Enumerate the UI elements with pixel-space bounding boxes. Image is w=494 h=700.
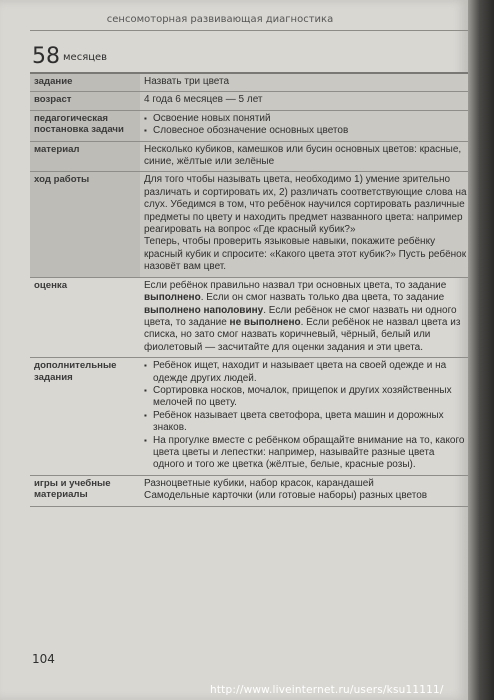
watermark-url: http://www.liveinternet.ru/users/ksu11111/ bbox=[210, 684, 444, 696]
label-games: игры и учебные материалы bbox=[34, 477, 111, 501]
evaluation-text: . Если ребёнок не смог назвать ни одного цвета, то задание bbox=[144, 304, 457, 328]
extra-item: ▪ Ребёнок называет цвета светофора, цвета машин и дорожных знаков. bbox=[144, 410, 467, 435]
row-material bbox=[30, 141, 470, 172]
value-games bbox=[140, 475, 470, 506]
evaluation-done: выполнено bbox=[144, 292, 201, 304]
games-line-1: Разноцветные кубики, набор красок, карандашей bbox=[144, 477, 374, 489]
procedure-paragraph-2: Теперь, чтобы проверить языковые навыки, покажите ребёнку красный кубик и спросите: «Какого цвета этот кубик?» Пусть ребёнок назовёт вам цвет. bbox=[144, 236, 467, 273]
evaluation-fail: не выполнено bbox=[229, 316, 301, 328]
row-task bbox=[30, 74, 470, 92]
row-evaluation bbox=[30, 277, 470, 357]
age-number: 58 bbox=[32, 44, 60, 69]
header-rule bbox=[30, 30, 470, 31]
goal-item: ▪ Освоение новых понятий bbox=[144, 113, 467, 125]
evaluation-text: . Если ребёнок не назвал цвета из списка, но зато смог назвать коричневый, чёрный, белый или фиолетовый — засчитайте для оценки задания и эти цвета. bbox=[144, 316, 461, 353]
label-evaluation: оценка bbox=[34, 279, 68, 291]
label-procedure: ход работы bbox=[30, 172, 140, 277]
label-goal: педагогическая постановка задачи bbox=[30, 110, 140, 141]
value-evaluation bbox=[140, 277, 470, 357]
book-spine bbox=[468, 0, 494, 700]
procedure-paragraph-1: Для того чтобы называть цвета, необходимо 1) умение зрительно различать и сортировать их, 2) различать соответствующие слова на слух. Убедимся в том, что ребёнок научился сортировать различные предметы по цвету и находить предмет названного цвета: например реагировать на вопрос «Где красный кубик?» bbox=[144, 174, 467, 236]
running-title: сенсомоторная развивающая диагностика bbox=[106, 14, 334, 25]
age-unit: месяцев bbox=[63, 52, 108, 63]
value-extra bbox=[140, 358, 470, 476]
row-games bbox=[30, 475, 470, 506]
value-goal bbox=[140, 110, 470, 141]
evaluation-text: Если ребёнок правильно назвал три основных цвета, то задание bbox=[144, 279, 447, 291]
label-extra: дополнительные задания bbox=[34, 360, 117, 383]
evaluation-text: . Если он смог назвать только два цвета, то задание bbox=[200, 292, 445, 304]
label-task: задание bbox=[30, 74, 140, 92]
row-procedure bbox=[30, 172, 470, 277]
goal-list bbox=[144, 113, 467, 138]
label-age: возраст bbox=[30, 92, 140, 110]
row-extra bbox=[30, 358, 470, 476]
extra-list bbox=[144, 360, 467, 472]
goal-item: ▪ Словесное обозначение основных цветов bbox=[144, 125, 467, 137]
evaluation-half: выполнено наполовину bbox=[144, 304, 264, 316]
age-heading bbox=[32, 44, 107, 69]
extra-item: ▪ Ребёнок ищет, находит и называет цвета на своей одежде и на одежде других людей. bbox=[144, 360, 467, 385]
task-table bbox=[30, 74, 470, 507]
value-material: Несколько кубиков, камешков или бусин основных цветов: красные, синие, жёлтые или зелёные bbox=[140, 141, 470, 172]
value-age: 4 года 6 месяцев — 5 лет bbox=[140, 92, 470, 110]
extra-item: ▪ На прогулке вместе с ребёнком обращайте внимание на то, какого цвета цветы и лепестки: например, называйте разные цвета одного и того же цветка (жёлтые, белые, красные розы). bbox=[144, 435, 467, 472]
row-goal bbox=[30, 110, 470, 141]
label-material: материал bbox=[30, 141, 140, 172]
page-number: 104 bbox=[32, 652, 55, 666]
row-age bbox=[30, 92, 470, 110]
extra-item: ▪ Сортировка носков, мочалок, прищепок и других хозяйственных мелочей по цвету. bbox=[144, 385, 467, 410]
value-procedure bbox=[140, 172, 470, 277]
games-line-2: Самодельные карточки (или готовые наборы) разных цветов bbox=[144, 490, 428, 502]
value-task: Назвать три цвета bbox=[140, 74, 470, 92]
